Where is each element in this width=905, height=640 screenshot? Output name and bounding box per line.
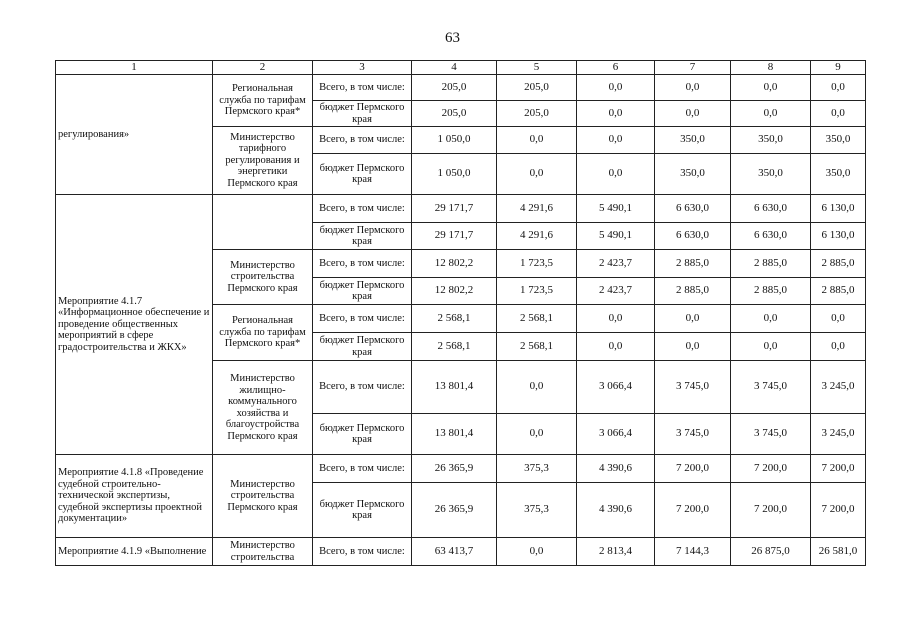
value-cell: 2 568,1 bbox=[497, 305, 577, 333]
value-cell: 7 200,0 bbox=[655, 455, 731, 483]
value-cell: 2 423,7 bbox=[577, 250, 655, 278]
activity-cell: Мероприятие 4.1.9 «Выполнение bbox=[56, 538, 213, 566]
value-cell: 2 885,0 bbox=[811, 278, 866, 305]
value-cell: 29 171,7 bbox=[412, 223, 497, 250]
value-cell: 2 885,0 bbox=[655, 250, 731, 278]
value-cell: 2 568,1 bbox=[497, 333, 577, 361]
value-cell: 6 130,0 bbox=[811, 223, 866, 250]
header-cell: 4 bbox=[412, 61, 497, 75]
value-cell: 0,0 bbox=[655, 333, 731, 361]
value-cell: 2 885,0 bbox=[811, 250, 866, 278]
header-cell: 3 bbox=[313, 61, 412, 75]
value-cell: 0,0 bbox=[655, 75, 731, 101]
value-cell: 350,0 bbox=[811, 127, 866, 154]
value-cell: 2 885,0 bbox=[655, 278, 731, 305]
activity-cell: Мероприятие 4.1.8 «Проведение судебной строительно-технической экспертизы, судебной экспертизы проектной документации» bbox=[56, 455, 213, 538]
source-cell: бюджет Пермского края bbox=[313, 223, 412, 250]
value-cell: 0,0 bbox=[811, 75, 866, 101]
header-cell: 9 bbox=[811, 61, 866, 75]
value-cell: 0,0 bbox=[577, 75, 655, 101]
value-cell: 12 802,2 bbox=[412, 250, 497, 278]
value-cell: 12 802,2 bbox=[412, 278, 497, 305]
header-cell: 7 bbox=[655, 61, 731, 75]
value-cell: 3 745,0 bbox=[731, 414, 811, 455]
value-cell: 1 723,5 bbox=[497, 250, 577, 278]
value-cell: 7 200,0 bbox=[655, 483, 731, 538]
value-cell: 4 291,6 bbox=[497, 223, 577, 250]
page-number: 63 bbox=[445, 30, 460, 46]
value-cell: 3 745,0 bbox=[655, 361, 731, 414]
executor-cell: Министерство тарифного регулирования и энергетики Пермского края bbox=[213, 127, 313, 195]
budget-table bbox=[55, 60, 866, 566]
header-cell: 1 bbox=[56, 61, 213, 75]
activity-cell: Мероприятие 4.1.7 «Информационное обеспечение и проведение общественных мероприятий в сфере градостроительства и ЖКХ» bbox=[56, 195, 213, 455]
value-cell: 0,0 bbox=[497, 361, 577, 414]
source-cell: Всего, в том числе: bbox=[313, 361, 412, 414]
value-cell: 2 423,7 bbox=[577, 278, 655, 305]
value-cell: 6 630,0 bbox=[655, 195, 731, 223]
value-cell: 0,0 bbox=[731, 333, 811, 361]
value-cell: 3 745,0 bbox=[655, 414, 731, 455]
value-cell: 0,0 bbox=[577, 333, 655, 361]
value-cell: 350,0 bbox=[811, 154, 866, 195]
value-cell: 1 723,5 bbox=[497, 278, 577, 305]
executor-cell: Министерство строительства Пермского края bbox=[213, 455, 313, 538]
value-cell: 5 490,1 bbox=[577, 195, 655, 223]
value-cell: 205,0 bbox=[497, 101, 577, 127]
value-cell: 0,0 bbox=[497, 154, 577, 195]
value-cell: 4 390,6 bbox=[577, 483, 655, 538]
value-cell: 26 581,0 bbox=[811, 538, 866, 566]
source-cell: бюджет Пермского края bbox=[313, 154, 412, 195]
value-cell: 0,0 bbox=[577, 101, 655, 127]
executor-cell bbox=[213, 195, 313, 250]
value-cell: 0,0 bbox=[577, 127, 655, 154]
executor-cell: Министерство строительства bbox=[213, 538, 313, 566]
value-cell: 6 630,0 bbox=[731, 195, 811, 223]
value-cell: 7 200,0 bbox=[811, 455, 866, 483]
source-cell: бюджет Пермского края bbox=[313, 101, 412, 127]
value-cell: 4 291,6 bbox=[497, 195, 577, 223]
value-cell: 375,3 bbox=[497, 483, 577, 538]
source-cell: бюджет Пермского края bbox=[313, 333, 412, 361]
value-cell: 3 245,0 bbox=[811, 414, 866, 455]
value-cell: 2 813,4 bbox=[577, 538, 655, 566]
value-cell: 3 066,4 bbox=[577, 361, 655, 414]
header-row bbox=[56, 61, 866, 75]
value-cell: 13 801,4 bbox=[412, 414, 497, 455]
value-cell: 3 745,0 bbox=[731, 361, 811, 414]
source-cell: бюджет Пермского края bbox=[313, 483, 412, 538]
source-cell: Всего, в том числе: bbox=[313, 538, 412, 566]
value-cell: 2 885,0 bbox=[731, 278, 811, 305]
value-cell: 2 568,1 bbox=[412, 333, 497, 361]
value-cell: 6 130,0 bbox=[811, 195, 866, 223]
value-cell: 63 413,7 bbox=[412, 538, 497, 566]
value-cell: 205,0 bbox=[497, 75, 577, 101]
value-cell: 6 630,0 bbox=[731, 223, 811, 250]
header-cell: 6 bbox=[577, 61, 655, 75]
value-cell: 0,0 bbox=[497, 127, 577, 154]
value-cell: 3 066,4 bbox=[577, 414, 655, 455]
source-cell: Всего, в том числе: bbox=[313, 195, 412, 223]
table-row bbox=[56, 538, 866, 566]
value-cell: 13 801,4 bbox=[412, 361, 497, 414]
source-cell: бюджет Пермского края bbox=[313, 278, 412, 305]
value-cell: 350,0 bbox=[731, 127, 811, 154]
value-cell: 26 875,0 bbox=[731, 538, 811, 566]
executor-cell: Региональная служба по тарифам Пермского края* bbox=[213, 305, 313, 361]
value-cell: 205,0 bbox=[412, 75, 497, 101]
value-cell: 0,0 bbox=[497, 414, 577, 455]
value-cell: 4 390,6 bbox=[577, 455, 655, 483]
value-cell: 6 630,0 bbox=[655, 223, 731, 250]
value-cell: 2 885,0 bbox=[731, 250, 811, 278]
value-cell: 3 245,0 bbox=[811, 361, 866, 414]
value-cell: 0,0 bbox=[731, 305, 811, 333]
value-cell: 350,0 bbox=[731, 154, 811, 195]
value-cell: 0,0 bbox=[731, 75, 811, 101]
header-cell: 8 bbox=[731, 61, 811, 75]
source-cell: бюджет Пермского края bbox=[313, 414, 412, 455]
value-cell: 0,0 bbox=[811, 333, 866, 361]
value-cell: 0,0 bbox=[577, 305, 655, 333]
value-cell: 0,0 bbox=[655, 101, 731, 127]
value-cell: 29 171,7 bbox=[412, 195, 497, 223]
header-cell: 2 bbox=[213, 61, 313, 75]
value-cell: 2 568,1 bbox=[412, 305, 497, 333]
value-cell: 26 365,9 bbox=[412, 483, 497, 538]
source-cell: Всего, в том числе: bbox=[313, 127, 412, 154]
value-cell: 7 144,3 bbox=[655, 538, 731, 566]
value-cell: 0,0 bbox=[811, 305, 866, 333]
value-cell: 350,0 bbox=[655, 154, 731, 195]
table-row bbox=[56, 195, 866, 223]
source-cell: Всего, в том числе: bbox=[313, 455, 412, 483]
value-cell: 205,0 bbox=[412, 101, 497, 127]
table-row bbox=[56, 455, 866, 483]
value-cell: 7 200,0 bbox=[731, 455, 811, 483]
value-cell: 1 050,0 bbox=[412, 127, 497, 154]
value-cell: 350,0 bbox=[655, 127, 731, 154]
executor-cell: Министерство строительства Пермского края bbox=[213, 250, 313, 305]
source-cell: Всего, в том числе: bbox=[313, 75, 412, 101]
header-cell: 5 bbox=[497, 61, 577, 75]
value-cell: 0,0 bbox=[577, 154, 655, 195]
value-cell: 5 490,1 bbox=[577, 223, 655, 250]
value-cell: 26 365,9 bbox=[412, 455, 497, 483]
source-cell: Всего, в том числе: bbox=[313, 250, 412, 278]
value-cell: 1 050,0 bbox=[412, 154, 497, 195]
value-cell: 7 200,0 bbox=[731, 483, 811, 538]
value-cell: 0,0 bbox=[731, 101, 811, 127]
table-row bbox=[56, 75, 866, 101]
value-cell: 0,0 bbox=[497, 538, 577, 566]
value-cell: 0,0 bbox=[655, 305, 731, 333]
activity-cell: регулирования» bbox=[56, 75, 213, 195]
value-cell: 7 200,0 bbox=[811, 483, 866, 538]
executor-cell: Министерство жилищно-коммунального хозяйства и благоустройства Пермского края bbox=[213, 361, 313, 455]
value-cell: 375,3 bbox=[497, 455, 577, 483]
value-cell: 0,0 bbox=[811, 101, 866, 127]
executor-cell: Региональная служба по тарифам Пермского края* bbox=[213, 75, 313, 127]
source-cell: Всего, в том числе: bbox=[313, 305, 412, 333]
